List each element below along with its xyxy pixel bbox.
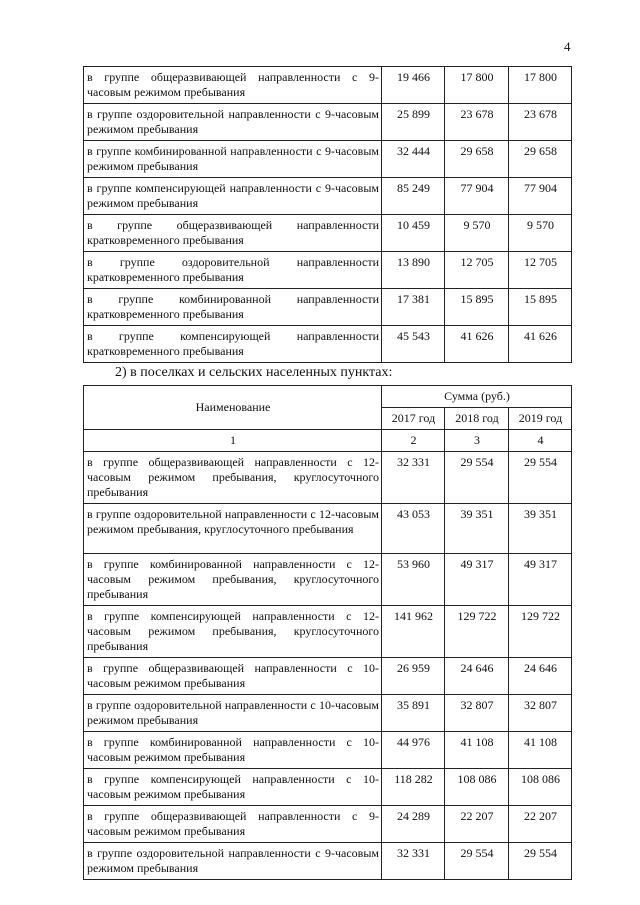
value-2019-cell: 41 626 bbox=[509, 326, 572, 363]
table-row bbox=[84, 104, 572, 141]
row-name-cell: в группе компенсирующей направленности с 10-часовым режимом пребывания bbox=[84, 769, 382, 806]
value-2018-cell: 41 626 bbox=[445, 326, 509, 363]
value-2018-cell: 15 895 bbox=[445, 289, 509, 326]
table-row bbox=[84, 326, 572, 363]
value-2017-cell: 53 960 bbox=[382, 554, 445, 606]
value-2019-cell: 49 317 bbox=[509, 554, 572, 606]
value-2018-cell: 23 678 bbox=[445, 104, 509, 141]
row-name-cell: в группе общеразвивающей направленности с 10-часовым режимом пребывания bbox=[84, 658, 382, 695]
value-2019-cell: 29 658 bbox=[509, 141, 572, 178]
value-2018-cell: 24 646 bbox=[445, 658, 509, 695]
value-2017-cell: 32 444 bbox=[382, 141, 445, 178]
value-2017-cell: 32 331 bbox=[382, 843, 445, 880]
value-2019-cell: 24 646 bbox=[509, 658, 572, 695]
value-2018-cell: 108 086 bbox=[445, 769, 509, 806]
table-row bbox=[84, 141, 572, 178]
value-2019-cell: 32 807 bbox=[509, 695, 572, 732]
year-2019-header: 2019 год bbox=[509, 408, 572, 430]
row-name-cell: в группе оздоровительной направленности с 9-часовым режимом пребывания bbox=[84, 104, 382, 141]
row-name-cell: в группе оздоровительной направленности с 12-часовым режимом пребывания, круглосуточного пребывания bbox=[84, 504, 382, 554]
section-heading: 2) в поселках и сельских населенных пунктах: bbox=[115, 365, 393, 380]
value-2019-cell: 39 351 bbox=[509, 504, 572, 554]
value-2017-cell: 32 331 bbox=[382, 452, 445, 504]
column-number-row bbox=[84, 430, 572, 452]
value-2018-cell: 29 554 bbox=[445, 452, 509, 504]
value-2019-cell: 29 554 bbox=[509, 452, 572, 504]
table-row bbox=[84, 452, 572, 504]
row-name-cell: в группе компенсирующей направленности с 9-часовым режимом пребывания bbox=[84, 178, 382, 215]
value-2017-cell: 35 891 bbox=[382, 695, 445, 732]
value-2018-cell: 9 570 bbox=[445, 215, 509, 252]
cost-table-continued bbox=[83, 66, 572, 363]
column-number: 3 bbox=[445, 430, 509, 452]
value-2018-cell: 17 800 bbox=[445, 67, 509, 104]
row-name-cell: в группе комбинированной направленности с 12-часовым режимом пребывания, круглосуточного пребывания bbox=[84, 554, 382, 606]
table-header-row bbox=[84, 386, 572, 408]
row-name-cell: в группе комбинированной направленности с 9-часовым режимом пребывания bbox=[84, 141, 382, 178]
column-number: 1 bbox=[84, 430, 382, 452]
table-row bbox=[84, 843, 572, 880]
value-2017-cell: 43 053 bbox=[382, 504, 445, 554]
row-name-cell: в группе компенсирующей направленности с 12-часовым режимом пребывания, круглосуточного пребывания bbox=[84, 606, 382, 658]
row-name-cell: в группе оздоровительной направленности с 9-часовым режимом пребывания bbox=[84, 843, 382, 880]
value-2017-cell: 24 289 bbox=[382, 806, 445, 843]
column-number: 4 bbox=[509, 430, 572, 452]
value-2017-cell: 141 962 bbox=[382, 606, 445, 658]
value-2018-cell: 39 351 bbox=[445, 504, 509, 554]
table-row bbox=[84, 769, 572, 806]
value-2019-cell: 17 800 bbox=[509, 67, 572, 104]
cost-table-villages bbox=[83, 385, 572, 880]
row-name-cell: в группе компенсирующей направленности кратковременного пребывания bbox=[84, 326, 382, 363]
table-row bbox=[84, 178, 572, 215]
row-name-cell: в группе оздоровительной направленности с 10-часовым режимом пребывания bbox=[84, 695, 382, 732]
row-name-cell: в группе общеразвивающей направленности с 9-часовым режимом пребывания bbox=[84, 67, 382, 104]
year-2018-header: 2018 год bbox=[445, 408, 509, 430]
table-row bbox=[84, 215, 572, 252]
value-2019-cell: 22 207 bbox=[509, 806, 572, 843]
table-row bbox=[84, 252, 572, 289]
value-2017-cell: 118 282 bbox=[382, 769, 445, 806]
value-2019-cell: 129 722 bbox=[509, 606, 572, 658]
value-2018-cell: 77 904 bbox=[445, 178, 509, 215]
value-2018-cell: 129 722 bbox=[445, 606, 509, 658]
row-name-cell: в группе оздоровительной направленности кратковременного пребывания bbox=[84, 252, 382, 289]
value-2019-cell: 15 895 bbox=[509, 289, 572, 326]
table-row bbox=[84, 695, 572, 732]
value-2017-cell: 25 899 bbox=[382, 104, 445, 141]
value-2018-cell: 49 317 bbox=[445, 554, 509, 606]
value-2019-cell: 108 086 bbox=[509, 769, 572, 806]
table-row bbox=[84, 606, 572, 658]
value-2018-cell: 29 554 bbox=[445, 843, 509, 880]
value-2017-cell: 10 459 bbox=[382, 215, 445, 252]
table-row bbox=[84, 806, 572, 843]
value-2018-cell: 29 658 bbox=[445, 141, 509, 178]
table-row bbox=[84, 732, 572, 769]
value-2017-cell: 19 466 bbox=[382, 67, 445, 104]
table-row bbox=[84, 67, 572, 104]
table-row bbox=[84, 289, 572, 326]
table-row bbox=[84, 658, 572, 695]
row-name-cell: в группе комбинированной направленности кратковременного пребывания bbox=[84, 289, 382, 326]
value-2017-cell: 13 890 bbox=[382, 252, 445, 289]
table-row bbox=[84, 504, 572, 554]
value-2019-cell: 29 554 bbox=[509, 843, 572, 880]
value-2018-cell: 41 108 bbox=[445, 732, 509, 769]
name-column-header: Наименование bbox=[84, 386, 382, 430]
row-name-cell: в группе общеразвивающей направленности кратковременного пребывания bbox=[84, 215, 382, 252]
value-2019-cell: 77 904 bbox=[509, 178, 572, 215]
sum-column-header: Сумма (руб.) bbox=[382, 386, 572, 408]
row-name-cell: в группе комбинированной направленности с 10-часовым режимом пребывания bbox=[84, 732, 382, 769]
column-number: 2 bbox=[382, 430, 445, 452]
value-2018-cell: 32 807 bbox=[445, 695, 509, 732]
value-2019-cell: 9 570 bbox=[509, 215, 572, 252]
value-2017-cell: 45 543 bbox=[382, 326, 445, 363]
page-number: 4 bbox=[564, 39, 571, 54]
value-2019-cell: 41 108 bbox=[509, 732, 572, 769]
value-2017-cell: 44 976 bbox=[382, 732, 445, 769]
value-2018-cell: 12 705 bbox=[445, 252, 509, 289]
row-name-cell: в группе общеразвивающей направленности с 12-часовым режимом пребывания, круглосуточного пребывания bbox=[84, 452, 382, 504]
year-2017-header: 2017 год bbox=[382, 408, 445, 430]
value-2017-cell: 17 381 bbox=[382, 289, 445, 326]
value-2019-cell: 23 678 bbox=[509, 104, 572, 141]
value-2017-cell: 85 249 bbox=[382, 178, 445, 215]
value-2018-cell: 22 207 bbox=[445, 806, 509, 843]
value-2019-cell: 12 705 bbox=[509, 252, 572, 289]
table-row bbox=[84, 554, 572, 606]
row-name-cell: в группе общеразвивающей направленности с 9-часовым режимом пребывания bbox=[84, 806, 382, 843]
value-2017-cell: 26 959 bbox=[382, 658, 445, 695]
